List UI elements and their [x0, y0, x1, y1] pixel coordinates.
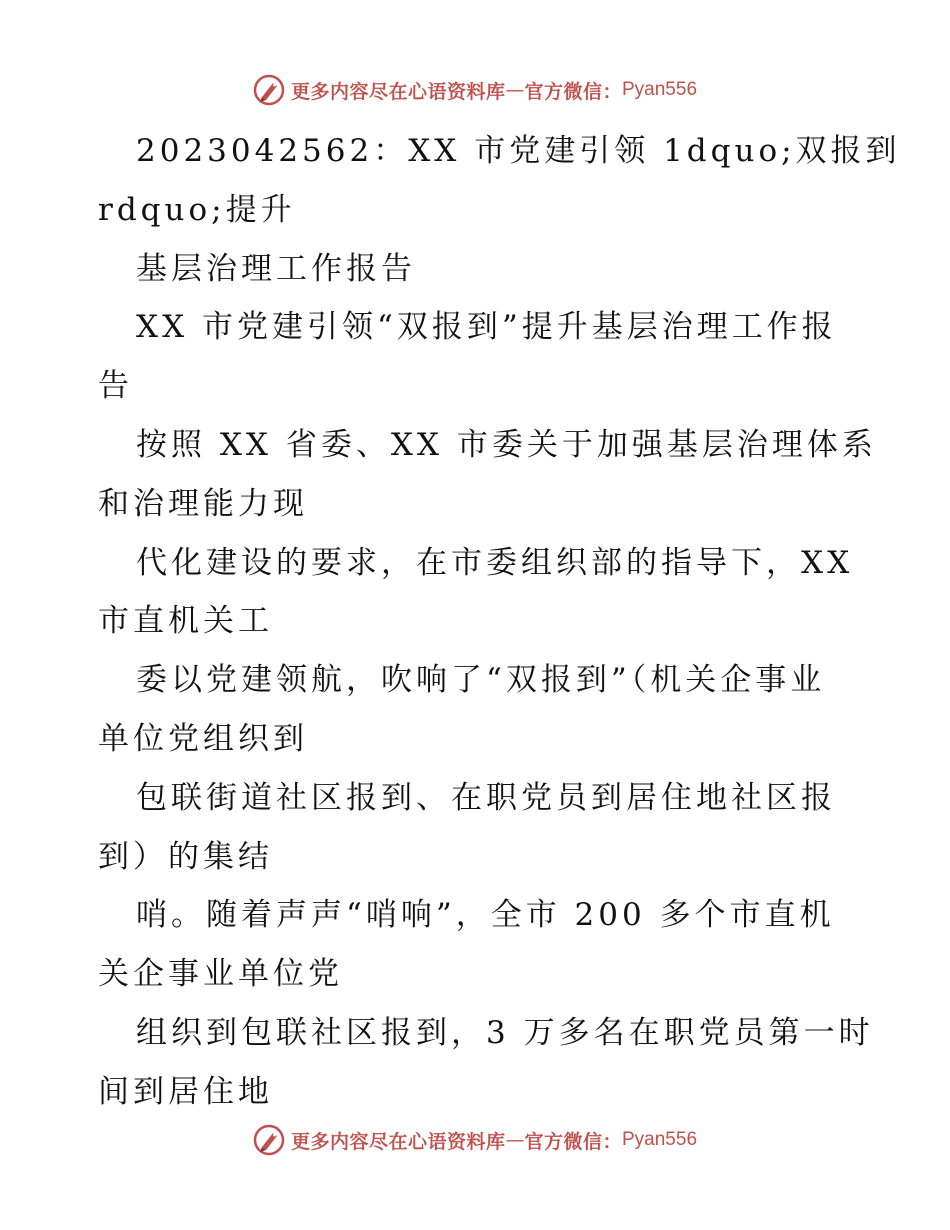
watermark-header: [0, 70, 950, 110]
watermark-title: 更多内容尽在心语资料库: [290, 80, 506, 103]
text-line: 市直机关工: [98, 603, 273, 640]
text-line: 委以党建领航，吹响了“双报到”（机关企事业: [136, 662, 826, 699]
text-line: 组织到包联社区报到，3 万多名在职党员第一时: [136, 1014, 874, 1051]
watermark-footer: [0, 1120, 950, 1160]
text-line: 哨。随着声声“哨响”，全市 200 多个市直机: [136, 897, 835, 934]
document-body: [98, 122, 901, 1122]
text-line: 2023042562：XX 市党建引领 1dquo;双报到: [136, 133, 901, 169]
watermark-wechat-label: 官方微信：: [524, 1130, 622, 1153]
watermark-dash: —: [505, 1129, 525, 1151]
text-line: 间到居住地: [98, 1073, 273, 1110]
text-line: 代化建设的要求，在市委组织部的指导下，XX: [136, 544, 854, 581]
watermark-wechat-id: Pyan556: [622, 1129, 698, 1150]
text-line: 关企事业单位党: [98, 956, 343, 993]
text-line: rdquo;提升: [98, 191, 296, 228]
watermark-wechat-id: Pyan556: [622, 79, 698, 100]
text-line: 到）的集结: [98, 838, 273, 875]
text-line: 告: [98, 368, 133, 405]
pen-logo-icon: [253, 74, 285, 106]
text-line: XX 市党建引领“双报到”提升基层治理工作报: [136, 309, 837, 346]
text-line: 和治理能力现: [98, 485, 308, 522]
watermark-wechat-label: 官方微信：: [524, 80, 622, 103]
pen-logo-icon: [253, 1124, 285, 1156]
text-line: 按照 XX 省委、XX 市委关于加强基层治理体系: [136, 426, 877, 463]
watermark-dash: —: [505, 79, 525, 101]
text-line: 单位党组织到: [98, 720, 308, 757]
text-line: 包联街道社区报到、在职党员到居住地社区报: [136, 779, 836, 816]
text-line: 基层治理工作报告: [136, 250, 416, 287]
watermark-title: 更多内容尽在心语资料库: [290, 1130, 506, 1153]
